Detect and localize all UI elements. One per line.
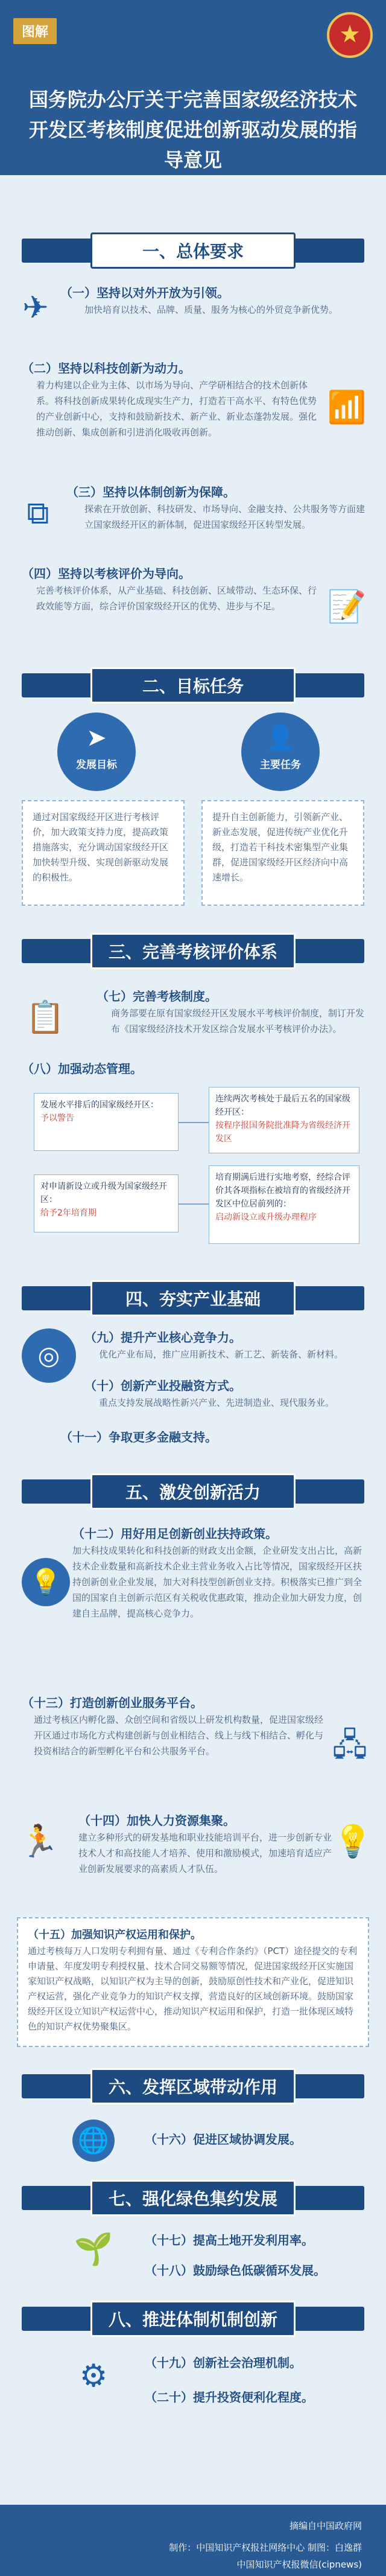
- bar-chart-icon: 📶: [327, 389, 367, 426]
- section-banner-7: [0, 2180, 386, 2216]
- header: [0, 0, 386, 175]
- network-board-icon: 🖧: [332, 1727, 367, 1763]
- evaluation-item-8: （八）加强动态管理。: [22, 1062, 142, 1076]
- section-title-2: 二、目标任务: [90, 667, 296, 703]
- goal-circle-tasks: 👤 主要任务: [241, 713, 320, 791]
- national-emblem-icon: ★: [327, 12, 373, 58]
- general-item-2: （二）坚持以科技创新为动力。 着力构建以企业为主体、以市场为导向、产学研相结合的技术创新体系。将科技创新成果转化成现实生产力，打造若干高水平、有特色优势的产业创新中心，支持和鼓励新技术、新产业、新业态蓬勃发展。强化推动创新、集成创新和引进消化吸收再创新。: [22, 361, 317, 438]
- section-title-1: 一、总体要求: [90, 232, 296, 269]
- flow-box-4: 培育期满后进行实地考察，经综合评价其各项指标在被培育的省级经济开发区中位居前列的： 启动新设立或升级办理程序: [209, 1165, 359, 1244]
- innovation-item-12: （十二）用好用足创新创业扶持政策。 加大科技成果转化和科技创新的财政支出金额，企业研发支出占比，高新技术企业数量和高新技术企业主营业务收入占比等情况，国家级经开区扶持创新创业企业发展，加大对科技型创新创业支持。积极落实已推广到全国的国家自主创新示范区有关税收优惠政策，推动企业加大研发力度，创建自主品牌，提高核心竞争力。: [72, 1527, 362, 1619]
- paper-plane-icon: ➤: [86, 724, 107, 752]
- general-item-1: （一）坚持以对外开放为引领。 加快培育以技术、品牌、质量、服务为核心的外贸竞争新优势。: [60, 286, 338, 315]
- goal-circle-development: ➤ 发展目标: [57, 713, 136, 791]
- section-banner-5: [0, 1473, 386, 1510]
- section-banner-3: [0, 933, 386, 969]
- reform-item-19: （十九）创新社会治理机制。: [145, 2356, 302, 2370]
- section-title-6: 六、发挥区域带动作用: [90, 2068, 296, 2104]
- section-title-5: 五、激发创新活力: [90, 1473, 296, 1510]
- reform-item-20: （二十）提升投资便利化程度。: [145, 2390, 314, 2405]
- industry-item-11: （十一）争取更多金融支持。: [60, 1430, 217, 1444]
- goal-box-development: 通过对国家级经开区进行考核评价，加大政策支持力度，提高政策措施落实，充分调动国家级经开区加快转型升级、实现创新驱动发展的积极性。: [22, 800, 185, 906]
- footer-source: 摘编自中国政府网: [289, 2520, 362, 2531]
- section-title-3: 三、完善考核评价体系: [90, 933, 296, 969]
- flow-arrow-2: [179, 1203, 209, 1205]
- airplane-icon: ✈: [22, 290, 49, 326]
- tag-label: 图解: [13, 18, 57, 44]
- flow-box-3: 对申请新设立或升级为国家级经开区： 给予2年培育期: [34, 1174, 179, 1232]
- clipboard-icon: 📋: [25, 999, 65, 1036]
- innovation-item-14: （十四）加快人力资源集聚。 建立多种形式的研发基地和职业技能培训平台，进一步创新专业技术人才和高技能人才培养、使用和激励模式，加速培育适应产业创新发展要求的高素质人才队伍。: [78, 1813, 332, 1874]
- industry-item-9: （九）提升产业核心竞争力。 优化产业布局，推广应用新技术、新工艺、新装备、新材料。: [84, 1330, 344, 1360]
- section-banner-2: [0, 667, 386, 703]
- green-item-17: （十七）提高土地开发利用率。: [145, 2233, 314, 2248]
- goal-box-tasks: 提升自主创新能力，引领新产业、新业态发展，促进传统产业优化升级，打造若干科技术密集型产业集群，促进国家级经开区经济向中高速增长。: [201, 800, 364, 906]
- general-item-3: （三）坚持以体制创新为保障。 探索在开放创新、科技研发、市场导向、金融支持、公共服务等方面建立国家级经开区的新体制，促进国家级经开区转型发展。: [66, 485, 365, 530]
- flowchart-icon: ⧉: [27, 495, 49, 531]
- section-banner-4: [0, 1280, 386, 1316]
- document-pen-icon: 📝: [327, 589, 367, 625]
- regional-item-16: （十六）促进区域协调发展。: [145, 2132, 302, 2147]
- lightbulb-outline-icon: 💡: [333, 1824, 373, 1860]
- section-title-4: 四、夯实产业基础: [90, 1280, 296, 1316]
- section-title-8: 八、推进体制机制创新: [90, 2301, 296, 2337]
- section-banner-1: [0, 232, 386, 269]
- lightbulb-icon: 💡: [22, 1558, 70, 1606]
- section-title-7: 七、强化绿色集约发展: [90, 2180, 296, 2216]
- industry-item-10: （十）创新产业投融资方式。 重点支持发展战略性新兴产业、先进制造业、现代服务业。: [84, 1379, 335, 1408]
- flow-box-1: 发展水平排后的国家级经开区： 予以警告: [34, 1093, 179, 1151]
- flow-box-2: 连续两次考核处于最后五名的国家级经开区： 按程序报国务院批准降为省级经济开发区: [209, 1087, 359, 1153]
- innovation-item-13: （十三）打造创新创业服务平台。 通过考核区内孵化器、众创空间和省级以上研发机构数量，促进国家级经开区通过市场化方式构建创新与创业相结合、线上与线下相结合、孵化与投资相结合的新型孵化平台和公共服务平台。: [22, 1696, 324, 1757]
- person-icon: 👤: [265, 724, 296, 752]
- evaluation-item-7: （七）完善考核制度。 商务部要在原有国家级经开区发展水平考核评价制度，制订开发布《国家级经济技术开发区综合发展水平考核评价办法》。: [96, 989, 365, 1034]
- gears-icon: ⚙: [79, 2358, 108, 2394]
- section-banner-6: [0, 2068, 386, 2104]
- section-banner-8: [0, 2301, 386, 2337]
- running-person-icon: 🏃: [19, 1824, 59, 1860]
- flow-arrow-1: [179, 1122, 209, 1123]
- general-item-4: （四）坚持以考核评价为导向。 完善考核评价体系，从产业基础、科技创新、区域带动、生态环保、行政效能等方面，综合评价国家级经开区的优势、进步与不足。: [22, 566, 317, 612]
- footer: [0, 2505, 386, 2576]
- sprout-icon: 🌱: [74, 2231, 113, 2267]
- innovation-box-15: （十五）加强知识产权运用和保护。 通过考核每万人口发明专利拥有量、通过《专利合作条约》（PCT）途径提交的专利申请量、年度发明专利授权量、技术合同交易额等情况，促进国家级经开区实施国家知识产权战略，以知识产权为主导的创新，鼓励原创性技术和产业化，促进知识产权运营，强化产业竞争力的知识产权支撑，营造良好的区域创新环境。鼓励国家级经开区设立知识产权运营中心，推动知识产权运用和保护，打造一批体现区域特色的知识产权优势聚集区。: [17, 1917, 369, 2047]
- globe-icon: 🌐: [72, 2119, 115, 2162]
- target-icon: ◎: [22, 1328, 76, 1383]
- green-item-18: （十八）鼓励绿色低碳循环发展。: [145, 2263, 326, 2278]
- footer-credits: 制作：中国知识产权报社网络中心 制图：白逸群: [169, 2542, 362, 2553]
- footer-wechat: 中国知识产权报微信(cipnews): [236, 2559, 362, 2570]
- page-title: 国务院办公厅关于完善国家级经济技术开发区考核制度促进创新驱动发展的指导意见: [28, 88, 357, 171]
